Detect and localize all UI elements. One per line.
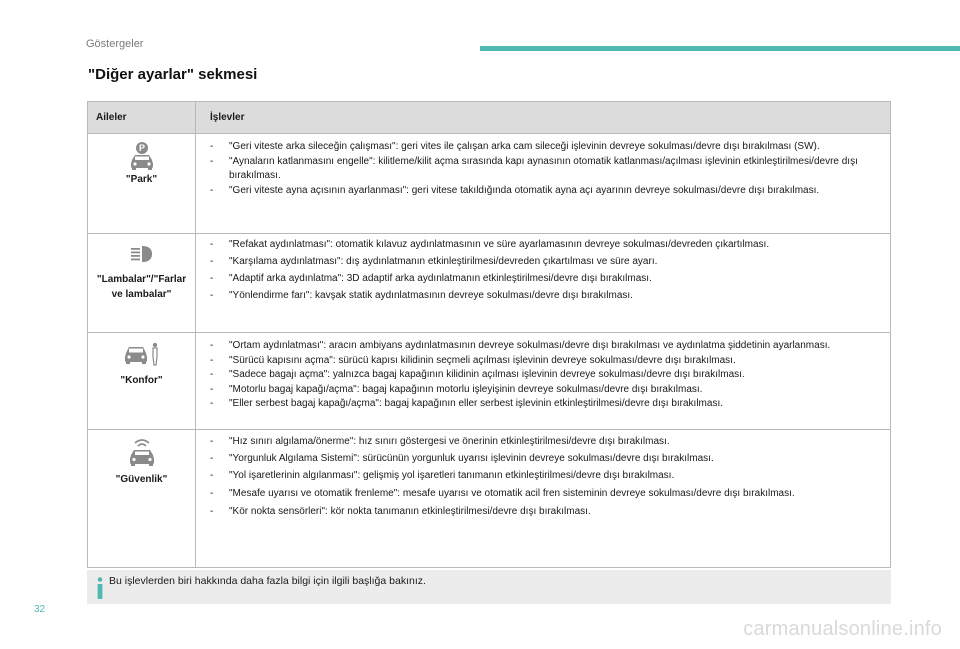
family-cell-lights	[88, 234, 196, 333]
table-row	[88, 333, 891, 430]
list-item-text: "Hız sınırı algılama/önerme": hız sınırı göstergesi ve önerinin etkinleştirilmesi/devre dışı bırakılması.	[229, 436, 670, 447]
functions-list	[210, 433, 880, 520]
functions-list	[210, 140, 880, 198]
list-item-text: "Motorlu bagaj kapağı/açma": bagaj kapağının motorlu işleyişinin devreye sokulması/devre dışı bırakılması.	[229, 383, 703, 395]
list-item-text: "Aynaların katlanmasını engelle": kilitleme/kilit açma sırasında kapı aynasının otomatik katlanması/açılması işlevinin etkinleştirilmesi/devre dışı bırakılması.	[229, 155, 858, 181]
list-item-text: "Ortam aydınlatması": aracın ambiyans aydınlatmasının devreye sokulması/devre dışı bırakılması ve aydınlatma şiddetinin ayarlanması.	[229, 340, 831, 351]
family-cell-comfort	[88, 333, 196, 430]
list-item: - "Yorgunluk Algılama Sistemi": sürücünün yorgunluk uyarısı işlevinin devreye sokulması/devre dışı bırakılması.	[210, 453, 714, 464]
list-item-text: "Geri viteste arka sileceğin çalışması": geri vites ile çalışan arka cam sileceği işlevinin devreye sokulması/devre dışı bırakılması (SW).	[229, 141, 820, 152]
family-name: "Lambalar"/"Farlar ve lambalar"	[96, 274, 187, 300]
list-item: - "Refakat aydınlatması": otomatik kılavuz aydınlatmasının ve süre ayarlamasının devreye sokulması/devreden çıkartılması.	[210, 239, 770, 250]
table-row	[88, 134, 891, 234]
car-safety-icon	[125, 436, 159, 468]
column-header-families: Aileler	[88, 102, 196, 134]
functions-list	[210, 236, 880, 304]
table-row	[88, 430, 891, 568]
list-item-text: "Adaptif arka aydınlatma": 3D adaptif arka aydınlatmanın etkinleştirilmesi/devre dışı bırakılması.	[229, 273, 652, 284]
list-item: - "Geri viteste arka sileceğin çalışması": geri vites ile çalışan arka cam sileceği işlevinin devreye sokulması/devre dışı bırakılması (SW).	[210, 141, 820, 152]
functions-list	[210, 339, 880, 412]
list-item: - "Motorlu bagaj kapağı/açma": bagaj kapağının motorlu işleyişinin devreye sokulması/devre dışı bırakılması.	[210, 383, 703, 395]
list-item: - "Adaptif arka aydınlatma": 3D adaptif arka aydınlatmanın etkinleştirilmesi/devre dışı bırakılması.	[210, 273, 652, 284]
info-note	[87, 570, 891, 604]
list-item-text: "Refakat aydınlatması": otomatik kılavuz aydınlatmasının ve süre ayarlamasının devreye sokulması/devreden çıkartılması.	[229, 239, 770, 250]
list-item: - "Kör nokta sensörleri": kör nokta tanımanın etkinleştirilmesi/devre dışı bırakılması.	[210, 506, 591, 517]
list-item: - "Geri viteste ayna açısının ayarlanması": geri vitese takıldığında otomatik ayna açı ayarının devreye sokulması/devre dışı bırakılması.	[210, 184, 820, 196]
note-text: Bu işlevlerden biri hakkında daha fazla bilgi için ilgili başlığa bakınız.	[109, 575, 426, 587]
list-item-text: "Kör nokta sensörleri": kör nokta tanımanın etkinleştirilmesi/devre dışı bırakılması.	[229, 506, 591, 517]
list-item-text: "Eller serbest bagaj kapağı/açma": bagaj kapağının eller serbest işlevinin etkinleştirilmesi/devre dışı bırakılması.	[229, 398, 723, 409]
list-item: - "Ortam aydınlatması": aracın ambiyans aydınlatmasının devreye sokulması/devre dışı bırakılması ve aydınlatma şiddetinin ayarlanması.	[210, 340, 831, 351]
list-item: - "Yönlendirme farı": kavşak statik aydınlatmasının devreye sokulması/devre dışı bırakılması.	[210, 290, 633, 301]
info-icon	[96, 577, 104, 599]
svg-text:P: P	[138, 143, 145, 153]
headlamp-icon	[128, 242, 156, 266]
list-item-text: "Yönlendirme farı": kavşak statik aydınlatmasının devreye sokulması/devre dışı bırakılması.	[229, 290, 633, 301]
list-item-text: "Yorgunluk Algılama Sistemi": sürücünün yorgunluk uyarısı işlevinin devreye sokulması/devre dışı bırakılması.	[229, 453, 714, 464]
functions-cell	[196, 333, 891, 430]
watermark: carmanualsonline.info	[743, 618, 942, 640]
settings-table	[87, 101, 891, 568]
functions-cell	[196, 134, 891, 234]
list-item: - "Sürücü kapısını açma": sürücü kapısı kilidinin seçmeli açılması işlevinin devreye sokulması/devre dışı bırakılması.	[210, 354, 736, 366]
column-header-functions: İşlevler	[196, 102, 891, 134]
list-item-text: "Geri viteste ayna açısının ayarlanması": geri vitese takıldığında otomatik ayna açı ayarının devreye sokulması/devre dışı bırakılması.	[229, 184, 820, 196]
section-title: Göstergeler	[86, 38, 144, 50]
list-item-text: "Mesafe uyarısı ve otomatik frenleme": mesafe uyarısı ve otomatik acil fren sisteminin devreye sokulması/devre dışı bırakılması.	[229, 488, 795, 499]
car-comfort-icon	[122, 339, 162, 369]
list-item-text: "Sürücü kapısını açma": sürücü kapısı kilidinin seçmeli açılması işlevinin devreye sokulması/devre dışı bırakılması.	[229, 354, 736, 366]
family-name: "Güvenlik"	[115, 474, 168, 485]
car-parking-icon	[126, 140, 158, 172]
list-item: - "Eller serbest bagaj kapağı/açma": bagaj kapağının eller serbest işlevinin etkinleştirilmesi/devre dışı bırakılması.	[210, 398, 723, 409]
table-header-row	[88, 102, 891, 134]
functions-cell	[196, 430, 891, 568]
list-item: - "Yol işaretlerinin algılanması": gelişmiş yol işaretleri tanımanın etkinleştirilmesi/devre dışı bırakılması.	[210, 470, 675, 481]
list-item-text: "Karşılama aydınlatması": dış aydınlatmanın etkinleştirilmesi/devreden çıkartılması ve süre ayarı.	[229, 256, 658, 267]
family-name: "Park"	[125, 174, 158, 185]
section-accent-bar	[480, 46, 960, 51]
page-title: "Diğer ayarlar" sekmesi	[88, 66, 258, 83]
page-number: 32	[34, 604, 46, 615]
list-item-text: "Yol işaretlerinin algılanması": gelişmiş yol işaretleri tanımanın etkinleştirilmesi/devre dışı bırakılması.	[229, 470, 675, 481]
family-cell-park	[88, 134, 196, 234]
list-item: - "Sadece bagajı açma": yalnızca bagaj kapağının kilidinin açılması işlevinin devreye sokulması/devre dışı bırakılması.	[210, 369, 745, 380]
list-item: - "Karşılama aydınlatması": dış aydınlatmanın etkinleştirilmesi/devreden çıkartılması ve süre ayarı.	[210, 256, 658, 267]
list-item: - "Aynaların katlanmasını engelle": kilitleme/kilit açma sırasında kapı aynasının otomatik katlanması/açılması işlevinin etkinleştirilmesi/devre dışı bırakılması.	[210, 155, 858, 181]
functions-cell	[196, 234, 891, 333]
list-item: - "Mesafe uyarısı ve otomatik frenleme": mesafe uyarısı ve otomatik acil fren sisteminin devreye sokulması/devre dışı bırakılması.	[210, 488, 795, 499]
table-row	[88, 234, 891, 333]
family-cell-safety	[88, 430, 196, 568]
family-name: "Konfor"	[120, 375, 163, 386]
list-item-text: "Sadece bagajı açma": yalnızca bagaj kapağının kilidinin açılması işlevinin devreye sokulması/devre dışı bırakılması.	[229, 369, 745, 380]
list-item: - "Hız sınırı algılama/önerme": hız sınırı göstergesi ve önerinin etkinleştirilmesi/devre dışı bırakılması.	[210, 436, 670, 447]
